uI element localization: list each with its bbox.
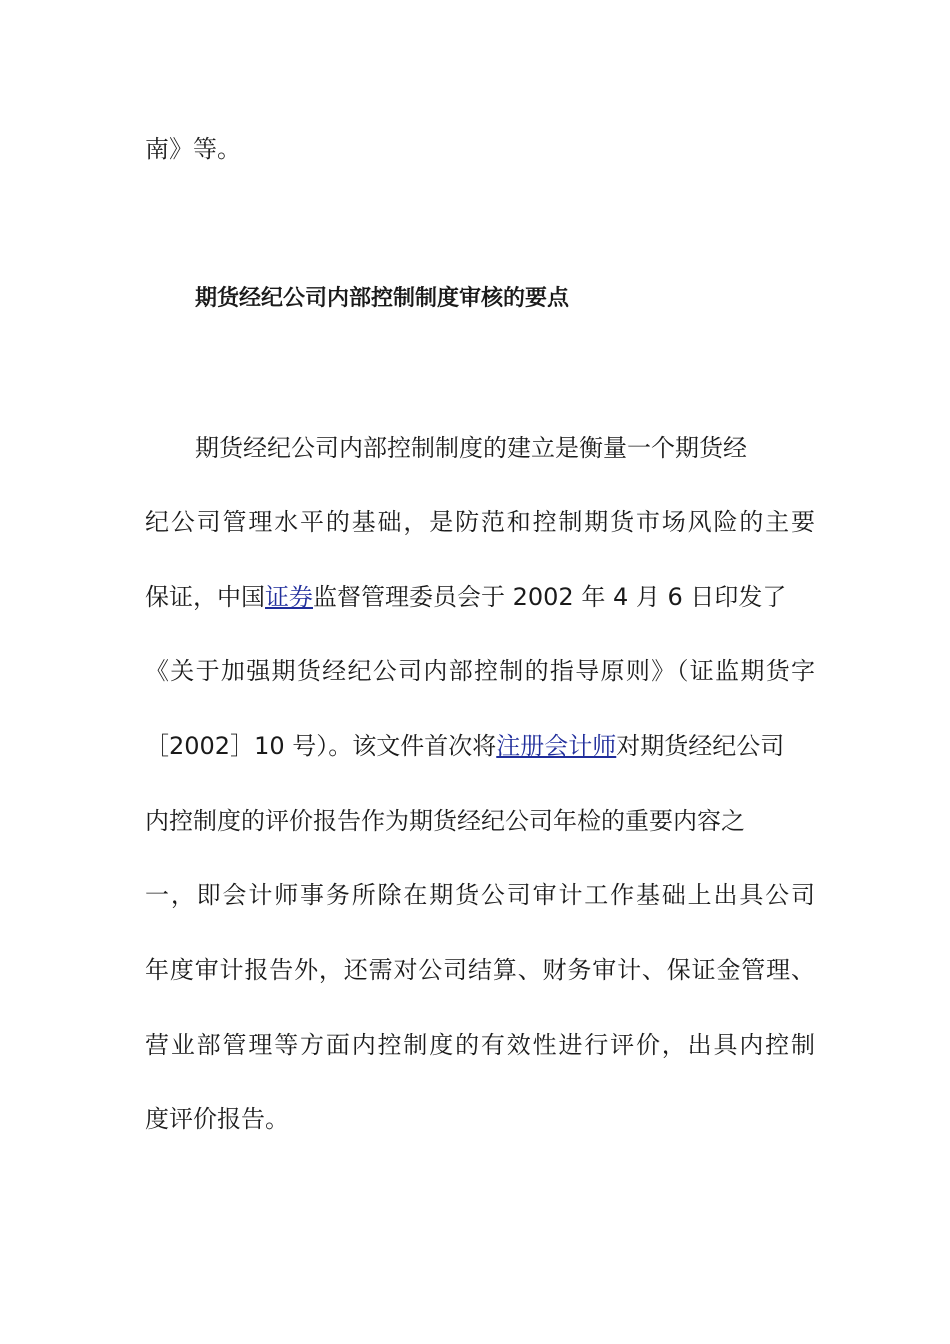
paragraph-line-4: 《关于加强期货经纪公司内部控制的指导原则》（证监期货字 xyxy=(145,657,815,685)
paragraph-line-5-text-a: ［2002］10 号）。该文件首次将 xyxy=(145,732,497,760)
paragraph-line-3-text-a: 保证，中国 xyxy=(145,583,265,611)
paragraph-line-3-text-b: 监督管理委员会于 2002 年 4 月 6 日印发了 xyxy=(313,583,787,611)
paragraph-line-6: 内控制度的评价报告作为期货经纪公司年检的重要内容之 xyxy=(145,807,745,835)
section-heading: 期货经纪公司内部控制制度审核的要点 xyxy=(195,286,570,311)
paragraph-line-2: 纪公司管理水平的基础，是防范和控制期货市场风险的主要 xyxy=(145,508,815,536)
paragraph-line-7: 一，即会计师事务所除在期货公司审计工作基础上出具公司 xyxy=(145,881,815,909)
paragraph-line-9: 营业部管理等方面内控制度的有效性进行评价，出具内控制 xyxy=(145,1031,815,1059)
paragraph-line-3 xyxy=(145,582,815,612)
securities-link[interactable]: 证券 xyxy=(265,583,313,611)
paragraph-line-10: 度评价报告。 xyxy=(145,1105,289,1133)
paragraph-line-5-text-b: 对期货经纪公司 xyxy=(616,732,785,760)
paragraph-line-1: 期货经纪公司内部控制制度的建立是衡量一个期货经 xyxy=(195,434,747,462)
paragraph-line-5 xyxy=(145,731,815,761)
paragraph-line-8: 年度审计报告外，还需对公司结算、财务审计、保证金管理、 xyxy=(145,956,815,984)
cpa-link[interactable]: 注册会计师 xyxy=(496,732,617,760)
continuation-line: 南》等。 xyxy=(145,135,241,163)
